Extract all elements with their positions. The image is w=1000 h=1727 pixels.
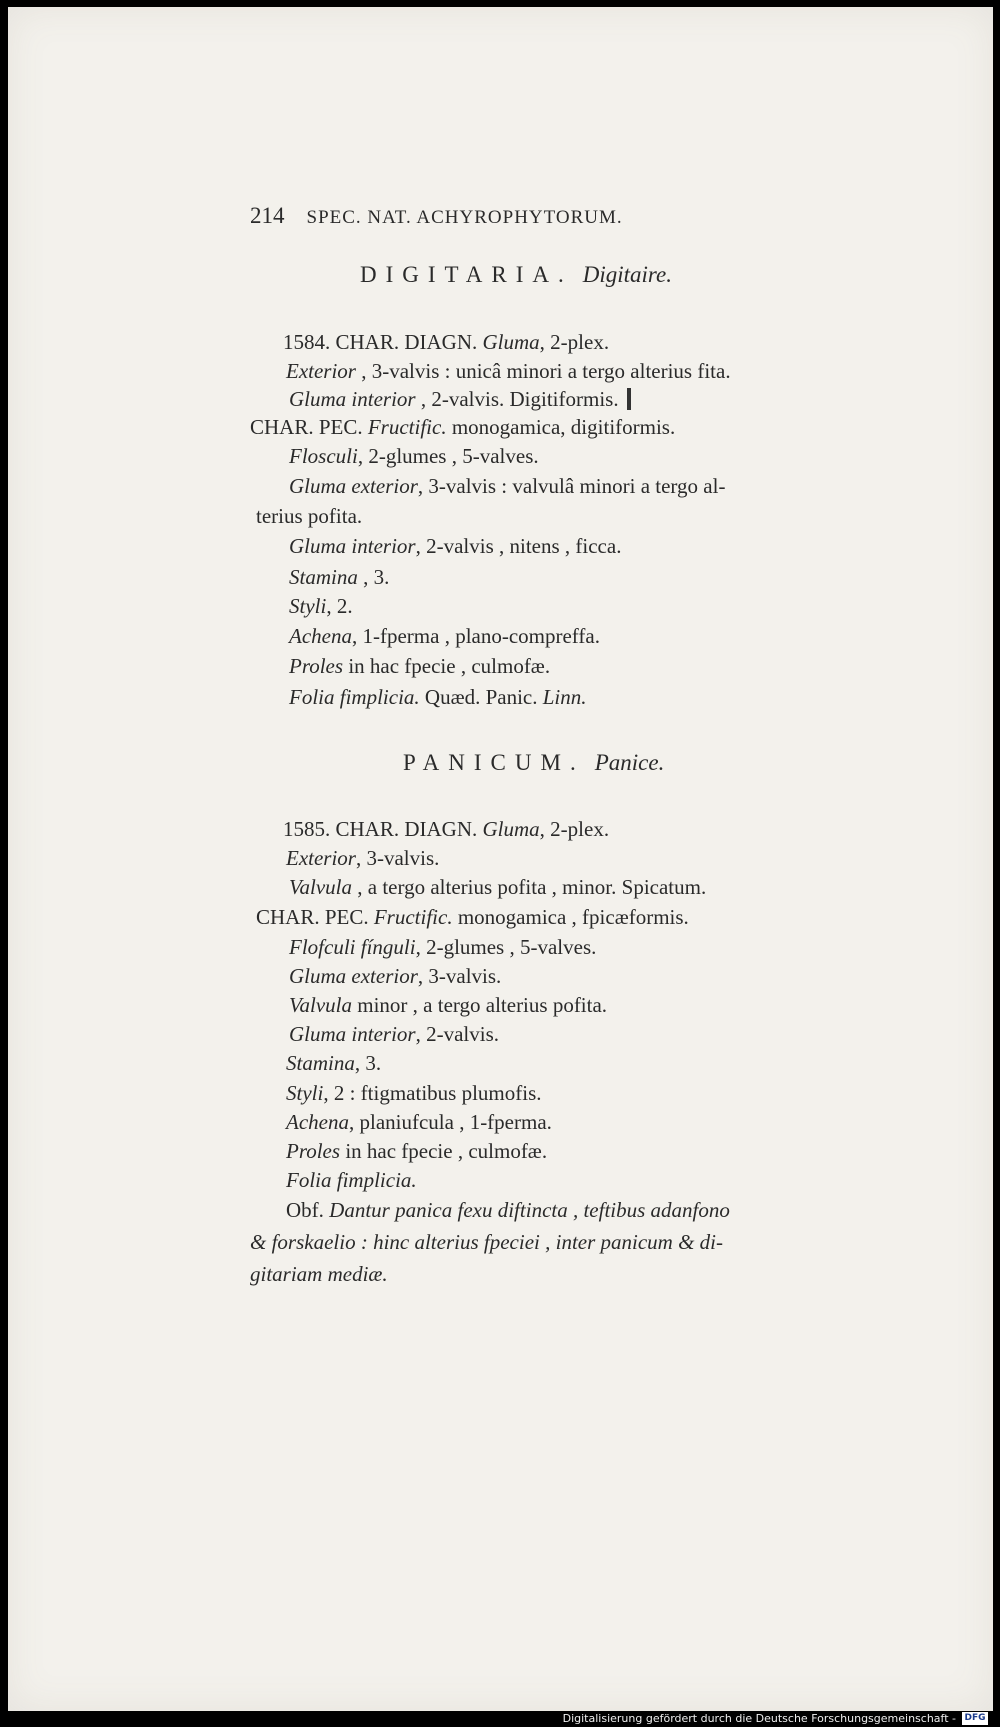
- entry-line: Styli, 2 : ftigmatibus plumofis.: [286, 1081, 542, 1105]
- entry-line: Achena, 1-fperma , plano-compreffa.: [289, 624, 600, 648]
- entry-line: Exterior , 3-valvis : unicâ minori a tergo alterius fita.: [286, 359, 731, 383]
- genus-heading-panicum: PANICUM. Panice.: [403, 750, 665, 775]
- ink-mark: [627, 388, 631, 410]
- entry-line: Exterior, 3-valvis.: [286, 846, 440, 870]
- entry-line: Gluma interior , 2-valvis. Digitiformis.: [289, 386, 631, 412]
- running-title: SPEC. NAT. ACHYROPHYTORUM.: [306, 207, 623, 228]
- entry-line: Valvula minor , a tergo alterius pofita.: [289, 993, 608, 1017]
- observation-line: gitariam mediæ.: [250, 1262, 388, 1286]
- observation-line: & forskaelio : hinc alterius fpeciei , inter panicum & di-: [250, 1230, 724, 1254]
- entry-line: Proles in hac fpecie , culmofæ.: [289, 654, 551, 678]
- entry-line: Folia fimplicia.: [286, 1168, 417, 1192]
- entry-line: Gluma exterior, 3-valvis : valvulâ minori a tergo al-: [289, 474, 726, 498]
- entry-line: Gluma exterior, 3-valvis.: [289, 964, 502, 988]
- entry-line: 1585. CHAR. DIAGN. Gluma, 2-plex.: [283, 817, 610, 841]
- page-number: 214: [250, 203, 285, 228]
- entry-line: Folia fimplicia. Quæd. Panic. Linn.: [289, 685, 587, 709]
- genus-heading-digitaria: DIGITARIA. Digitaire.: [360, 262, 672, 287]
- entry-line: CHAR. PEC. Fructific. monogamica , fpicæformis.: [256, 905, 689, 929]
- entry-line: Gluma interior, 2-valvis , nitens , ficca.: [289, 534, 622, 558]
- observation-line: Obf. Dantur panica fexu diftincta , teftibus adanfono: [286, 1198, 730, 1222]
- dfg-logo: DFG: [962, 1712, 988, 1725]
- book-page: [8, 7, 993, 1711]
- entry-line: terius pofita.: [256, 504, 363, 528]
- entry-line: Gluma interior, 2-valvis.: [289, 1022, 499, 1046]
- entry-line: Proles in hac fpecie , culmofæ.: [286, 1139, 548, 1163]
- running-head: [250, 203, 623, 231]
- entry-line: CHAR. PEC. Fructific. monogamica, digitiformis.: [250, 415, 676, 439]
- entry-line: Stamina , 3.: [289, 565, 390, 589]
- entry-line: Flosculi, 2-glumes , 5-valves.: [289, 444, 539, 468]
- entry-line: 1584. CHAR. DIAGN. Gluma, 2-plex.: [283, 330, 610, 354]
- entry-line: Styli, 2.: [289, 594, 353, 618]
- digitization-credit: Digitalisierung gefördert durch die Deutsche Forschungsgemeinschaft -: [562, 1712, 956, 1725]
- entry-line: Achena, planiufcula , 1-fperma.: [286, 1110, 552, 1134]
- entry-line: Stamina, 3.: [286, 1051, 382, 1075]
- entry-line: Flofculi fínguli, 2-glumes , 5-valves.: [289, 935, 597, 959]
- entry-line: Valvula , a tergo alterius pofita , minor. Spicatum.: [289, 875, 707, 899]
